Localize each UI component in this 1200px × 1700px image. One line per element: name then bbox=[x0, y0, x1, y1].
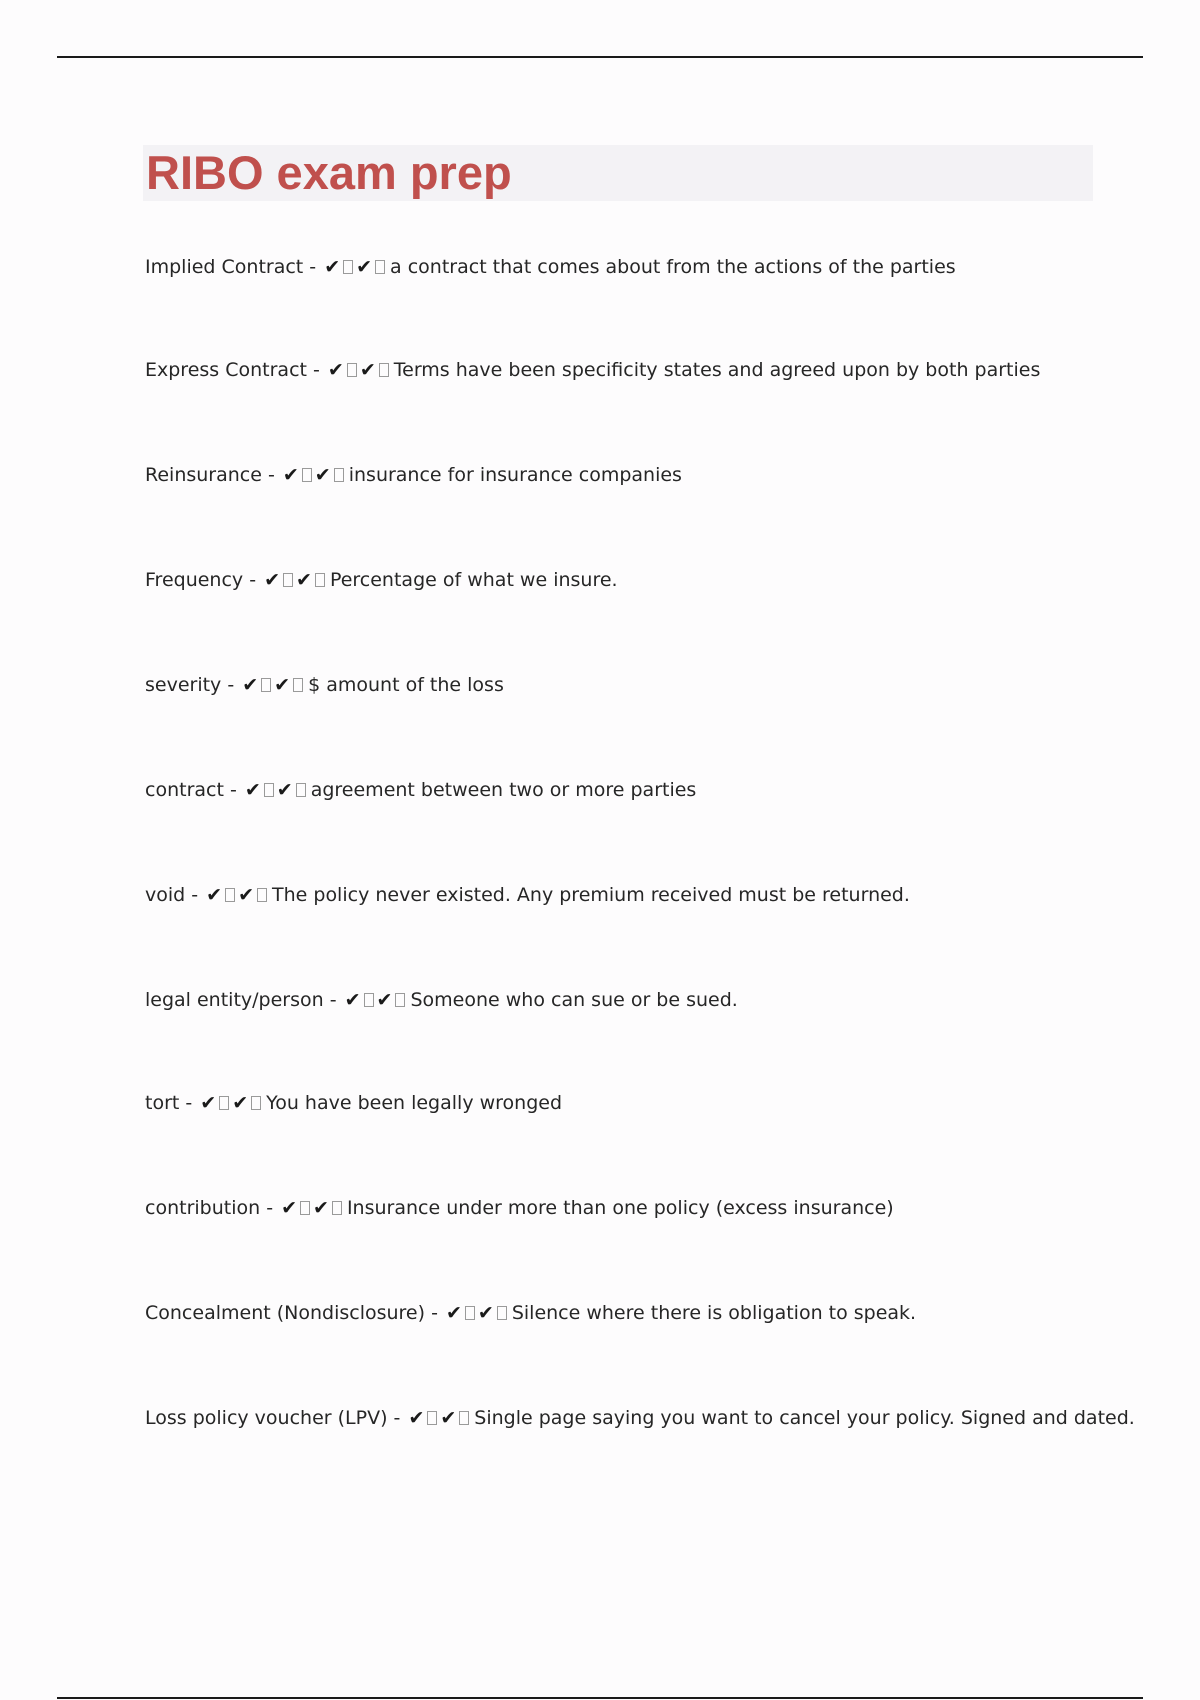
entry-definition: Someone who can sue or be sued. bbox=[410, 989, 738, 1011]
entry-separator: - bbox=[306, 359, 326, 381]
page-title: RIBO exam prep bbox=[146, 146, 512, 199]
entry-separator: - bbox=[223, 779, 243, 801]
check-marker-icon: ✔ ✔ bbox=[345, 989, 409, 1011]
entry-separator: - bbox=[261, 464, 281, 486]
flashcard-entry bbox=[145, 672, 504, 698]
entry-definition: $ amount of the loss bbox=[308, 674, 504, 696]
check-marker-icon: ✔ ✔ bbox=[283, 464, 347, 486]
entry-definition: You have been legally wronged bbox=[266, 1092, 563, 1114]
flashcard-entry bbox=[145, 882, 910, 908]
flashcard-entry bbox=[145, 1195, 894, 1221]
entry-definition: Percentage of what we insure. bbox=[329, 569, 618, 591]
flashcard-entry bbox=[145, 777, 696, 803]
entry-term: Concealment (Nondisclosure) bbox=[145, 1302, 426, 1324]
check-marker-icon: ✔ ✔ bbox=[245, 779, 309, 801]
check-marker-icon: ✔ ✔ bbox=[328, 359, 392, 381]
entry-separator: - bbox=[303, 256, 323, 278]
flashcard-entry bbox=[145, 462, 682, 488]
entry-separator: - bbox=[243, 569, 263, 591]
entry-definition: a contract that comes about from the actions of the parties bbox=[390, 256, 956, 278]
entry-term: Frequency bbox=[145, 569, 244, 591]
entry-term: contribution bbox=[145, 1197, 261, 1219]
flashcard-entry bbox=[145, 567, 618, 593]
entry-term: Express Contract bbox=[145, 359, 307, 381]
flashcard-entry bbox=[145, 987, 738, 1013]
check-marker-icon: ✔ ✔ bbox=[242, 674, 306, 696]
entry-separator: - bbox=[185, 884, 205, 906]
entry-separator: - bbox=[323, 989, 343, 1011]
flashcard-entry bbox=[145, 357, 1040, 383]
check-marker-icon: ✔ ✔ bbox=[446, 1302, 510, 1324]
entry-term: contract bbox=[145, 779, 224, 801]
entry-definition: Insurance under more than one policy (excess insurance) bbox=[346, 1197, 894, 1219]
flashcard-entry bbox=[145, 254, 956, 280]
entry-term: Implied Contract bbox=[145, 256, 304, 278]
entry-definition: insurance for insurance companies bbox=[348, 464, 682, 486]
top-rule bbox=[57, 56, 1143, 58]
flashcard-entry bbox=[145, 1090, 562, 1116]
entry-definition: Silence where there is obligation to speak. bbox=[511, 1302, 917, 1324]
entry-term: void bbox=[145, 884, 186, 906]
entry-separator: - bbox=[179, 1092, 199, 1114]
check-marker-icon: ✔ ✔ bbox=[408, 1407, 472, 1429]
entry-separator: - bbox=[425, 1302, 444, 1324]
entry-definition: The policy never existed. Any premium received must be returned. bbox=[272, 884, 910, 906]
bottom-rule bbox=[57, 1697, 1143, 1699]
entry-term: legal entity/person bbox=[145, 989, 324, 1011]
entry-term: Reinsurance bbox=[145, 464, 262, 486]
flashcard-entry bbox=[145, 1405, 1135, 1431]
check-marker-icon: ✔ ✔ bbox=[281, 1197, 345, 1219]
flashcard-entry bbox=[145, 1300, 916, 1326]
check-marker-icon: ✔ ✔ bbox=[200, 1092, 264, 1114]
check-marker-icon: ✔ ✔ bbox=[324, 256, 388, 278]
entry-term: Loss policy voucher (LPV) bbox=[145, 1407, 388, 1429]
check-marker-icon: ✔ ✔ bbox=[206, 884, 270, 906]
entry-definition: Single page saying you want to cancel your policy. Signed and dated. bbox=[474, 1407, 1135, 1429]
entry-separator: - bbox=[260, 1197, 280, 1219]
entry-definition: Terms have been specificity states and agreed upon by both parties bbox=[393, 359, 1041, 381]
entry-separator: - bbox=[221, 674, 241, 696]
entry-term: severity bbox=[145, 674, 222, 696]
entry-definition: agreement between two or more parties bbox=[310, 779, 697, 801]
entry-separator: - bbox=[387, 1407, 407, 1429]
check-marker-icon: ✔ ✔ bbox=[264, 569, 328, 591]
entry-term: tort bbox=[145, 1092, 180, 1114]
